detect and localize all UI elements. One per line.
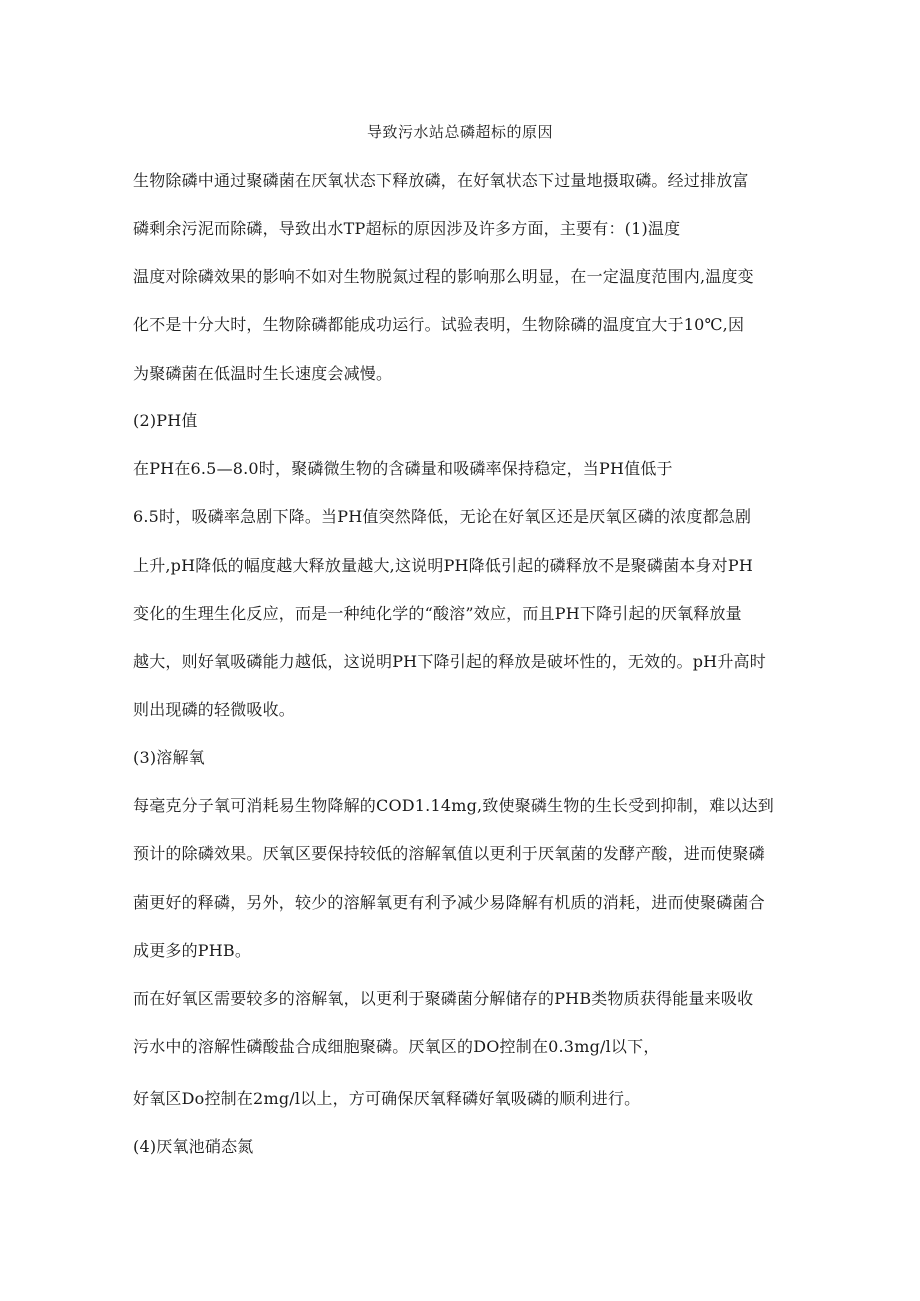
text-line: 生物除磷中通过聚磷菌在厌氧状态下释放磷，在好氧状态下过量地摄取磷。经过排放富 bbox=[133, 171, 749, 190]
text-line: 为聚磷菌在低温时生长速度会减慢。 bbox=[133, 364, 393, 383]
text-line: 成更多的PHB。 bbox=[133, 941, 252, 960]
text-line: 好氧区Do控制在2mg/l以上，方可确保厌氧释磷好氧吸磷的顺利进行。 bbox=[133, 1089, 641, 1108]
text-line: 在PH在6.5—8.0时，聚磷微生物的含磷量和吸磷率保持稳定，当PH值低于 bbox=[133, 459, 673, 478]
text-line: 污水中的溶解性磷酸盐合成细胞聚磷。厌氧区的DO控制在0.3mg/l以下， bbox=[133, 1037, 660, 1056]
text-line: 磷剩余污泥而除磷，导致出水TP超标的原因涉及许多方面，主要有：(1)温度 bbox=[133, 219, 681, 238]
text-line: 上升,pH降低的幅度越大释放量越大,这说明PH降低引起的磷释放不是聚磷菌本身对PH bbox=[133, 556, 754, 575]
text-line: 则出现磷的轻微吸收。 bbox=[133, 700, 296, 719]
text-line: 而在好氧区需要较多的溶解氧，以更利于聚磷菌分解储存的PHB类物质获得能量来吸收 bbox=[133, 989, 754, 1008]
text-line: 预计的除磷效果。厌氧区要保持较低的溶解氧值以更利于厌氧菌的发酵产酸，进而使聚磷 bbox=[133, 844, 765, 863]
text-line: 6.5时，吸磷率急剧下降。当PH值突然降低，无论在好氧区还是厌氧区磷的浓度都急剧 bbox=[133, 507, 752, 526]
section-heading: (4)厌氧池硝态氮 bbox=[133, 1137, 254, 1156]
document-title: 导致污水站总磷超标的原因 bbox=[366, 123, 553, 141]
text-line: 每毫克分子氧可消耗易生物降解的COD1.14mg,致使聚磷生物的生长受到抑制，难以达到 bbox=[133, 796, 774, 815]
section-heading: (2)PH值 bbox=[133, 411, 198, 430]
text-line: 温度对除磷效果的影响不如对生物脱氮过程的影响那么明显，在一定温度范围内,温度变 bbox=[133, 267, 754, 286]
section-heading: (3)溶解氧 bbox=[133, 748, 205, 767]
text-line: 变化的生理生化反应，而是一种纯化学的“酸溶”效应，而且PH下降引起的厌氧释放量 bbox=[133, 604, 742, 623]
text-line: 化不是十分大时，生物除磷都能成功运行。试验表明，生物除磷的温度宜大于10℃,因 bbox=[133, 315, 745, 334]
text-line: 菌更好的释磷，另外，较少的溶解氧更有利予减少易降解有机质的消耗，进而使聚磷菌合 bbox=[133, 893, 765, 912]
text-line: 越大，则好氧吸磷能力越低，这说明PH下降引起的释放是破坏性的，无效的。pH升高时 bbox=[133, 652, 766, 671]
